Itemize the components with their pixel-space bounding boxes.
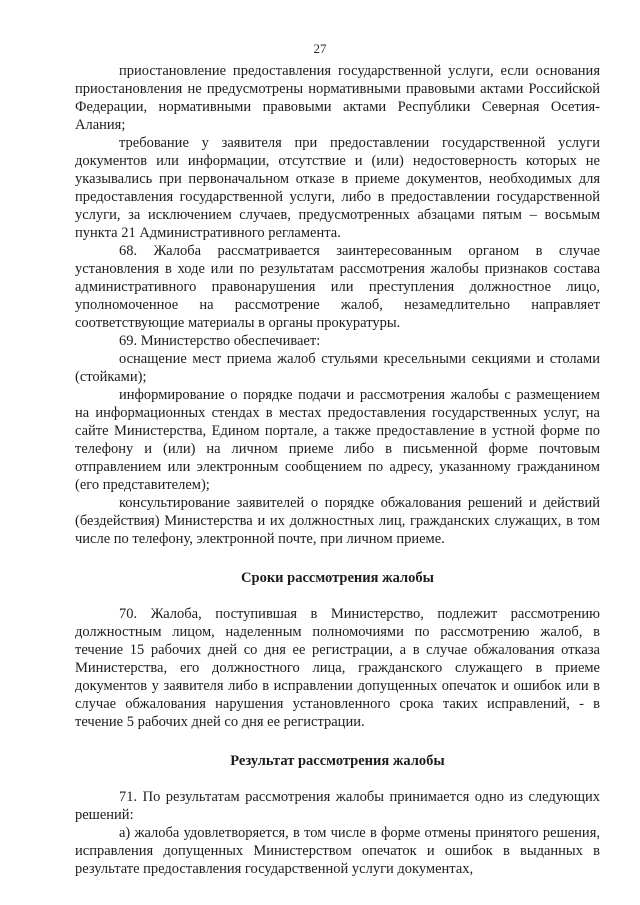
paragraph-item-68: 68. Жалоба рассматривается заинтересованным органом в случае установления в ходе или по результатам рассмотрения жалобы признаков состава административного правонарушения или преступления должностное лицо, уполномоченное на рассмотрение жалоб, незамедлительно направляет соответствующие материалы в органы прокуратуры.: [75, 243, 600, 331]
paragraph-item-69: 69. Министерство обеспечивает:: [119, 333, 321, 349]
page-number: 27: [313, 41, 327, 56]
paragraph-item-71: 71. По результатам рассмотрения жалобы принимается одно из следующих решений:: [75, 789, 600, 823]
spacer: [75, 548, 600, 569]
paragraph-item-71a: а) жалоба удовлетворяется, в том числе в форме отмены принятого решения, исправления допущенных Министерством опечаток и ошибок в выданных в результате предоставления государственной услуги документах,: [75, 825, 600, 877]
document-body: [75, 62, 600, 878]
spacer: [75, 731, 600, 752]
paragraph-informing: информирование о порядке подачи и рассмотрения жалобы с размещением на информационных стендах в местах предоставления государственных услуг, на сайте Министерства, Едином портале, а также предоставление в устной форме по телефону и (или) на личном приеме либо в письменной форме почтовым отправлением или электронным сообщением по адресу, указанному гражданином (его представителем);: [75, 387, 600, 493]
paragraph-document-requirement: требование у заявителя при предоставлении государственной услуги документов или информации, отсутствие и (или) недостоверность которых не указывались при первоначальном отказе в приеме документов, необходимых для предоставления государственной услуги, либо в предоставлении государственной услуги, за исключением случаев, предусмотренных абзацами пятым – восьмым пункта 21 Административного регламента.: [75, 135, 600, 241]
paragraph-item-70: 70. Жалоба, поступившая в Министерство, подлежит рассмотрению должностным лицом, наделенным полномочиями по рассмотрению жалоб, в течение 15 рабочих дней со дня ее регистрации, а в случае обжалования отказа Министерства, его должностного лица, гражданского служащего в приеме документов у заявителя либо в исправлении допущенных опечаток и ошибок или в случае обжалования нарушения установленного срока таких исправлений, - в течение 5 рабочих дней со дня ее регистрации.: [75, 606, 600, 730]
paragraph-consulting: консультирование заявителей о порядке обжалования решений и действий (бездействия) Министерства и их должностных лиц, гражданских служащих, в том числе по телефону, электронной почте, при личном приеме.: [75, 495, 600, 547]
paragraph-equipment: оснащение мест приема жалоб стульями кресельными секциями и столами (стойками);: [75, 351, 600, 385]
paragraph-suspension-grounds: приостановление предоставления государственной услуги, если основания приостановления не предусмотрены нормативными правовыми актами Российской Федерации, нормативными правовыми актами Республики Северная Осетия-Алания;: [75, 63, 600, 133]
spacer: [75, 770, 600, 788]
section-heading-review-result: Результат рассмотрения жалобы: [230, 753, 445, 769]
section-heading-review-terms: Сроки рассмотрения жалобы: [241, 570, 434, 586]
spacer: [75, 587, 600, 605]
